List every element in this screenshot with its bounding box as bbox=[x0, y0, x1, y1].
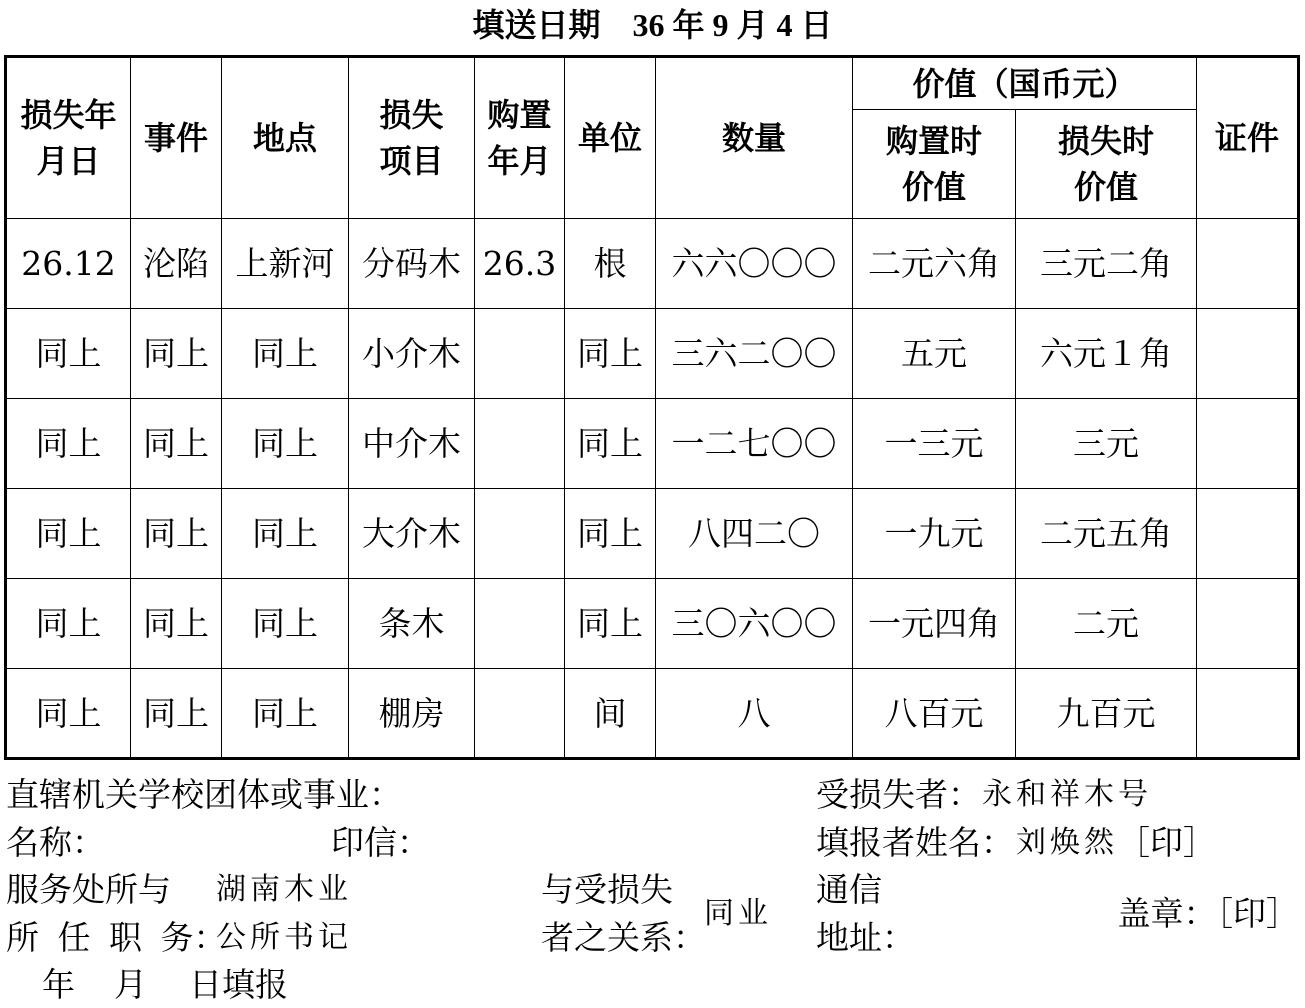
cell-loss-item: 中介木 bbox=[349, 399, 475, 489]
form-date-title: 填送日期 36 年 9 月 4 日 bbox=[472, 7, 833, 43]
cell-quantity: 一二七〇〇 bbox=[656, 399, 853, 489]
fill-date-month: 月 bbox=[114, 965, 147, 1004]
cell-certificate bbox=[1197, 219, 1299, 309]
cell-loss-value: 二元五角 bbox=[1016, 489, 1197, 579]
workplace-label: 服务处所与 bbox=[6, 870, 171, 909]
cell-purchase-date bbox=[475, 489, 565, 579]
cell-unit: 同上 bbox=[565, 309, 656, 399]
table-row bbox=[6, 489, 1299, 579]
cell-loss-value: 九百元 bbox=[1016, 669, 1197, 759]
cell-loss-date: 26.12 bbox=[6, 219, 131, 309]
cell-purchase-value: 一九元 bbox=[853, 489, 1016, 579]
fill-date-year: 年 bbox=[42, 965, 75, 1004]
cell-certificate bbox=[1197, 669, 1299, 759]
table-row bbox=[6, 309, 1299, 399]
position-label: 所 任 职 务： bbox=[6, 918, 227, 957]
cell-quantity: 八四二〇 bbox=[656, 489, 853, 579]
cell-loss-date: 同上 bbox=[6, 309, 131, 399]
cell-purchase-date bbox=[475, 669, 565, 759]
cell-event: 同上 bbox=[131, 399, 222, 489]
cell-loss-item: 大介木 bbox=[349, 489, 475, 579]
cell-loss-value: 六元１角 bbox=[1016, 309, 1197, 399]
cell-event: 同上 bbox=[131, 489, 222, 579]
cell-purchase-date bbox=[475, 399, 565, 489]
position-value: 公所书记 bbox=[216, 920, 352, 955]
header-unit: 单位 bbox=[565, 57, 656, 219]
cell-unit: 同上 bbox=[565, 489, 656, 579]
seal-stamp-value: ［印］ bbox=[1216, 894, 1299, 933]
cell-purchase-date bbox=[475, 309, 565, 399]
cell-purchase-value: 一三元 bbox=[853, 399, 1016, 489]
relation-label-line1: 与受损失 bbox=[541, 870, 673, 909]
name-label: 名称： bbox=[6, 823, 105, 862]
victim-value: 永和祥木号 bbox=[982, 777, 1152, 812]
cell-location: 上新河 bbox=[222, 219, 349, 309]
fill-date-day: 日填报 bbox=[189, 965, 288, 1004]
cell-loss-item: 小介木 bbox=[349, 309, 475, 399]
reporter-value: 刘焕然 bbox=[1016, 825, 1118, 860]
cell-certificate bbox=[1197, 309, 1299, 399]
header-purchase-date: 购置 年月 bbox=[475, 57, 565, 219]
reporter-stamp: ［印］ bbox=[1117, 823, 1216, 862]
cell-event: 同上 bbox=[131, 579, 222, 669]
cell-quantity: 八 bbox=[656, 669, 853, 759]
cell-purchase-date: 26.3 bbox=[475, 219, 565, 309]
cell-loss-item: 分码木 bbox=[349, 219, 475, 309]
cell-event: 同上 bbox=[131, 669, 222, 759]
cell-unit: 同上 bbox=[565, 579, 656, 669]
cell-loss-date: 同上 bbox=[6, 489, 131, 579]
cell-event: 同上 bbox=[131, 309, 222, 399]
header-quantity: 数量 bbox=[656, 57, 853, 219]
reporter-label: 填报者姓名： bbox=[816, 823, 1014, 862]
seal-stamp bbox=[1118, 896, 1300, 932]
cell-certificate bbox=[1197, 399, 1299, 489]
header-loss-value: 损失时 价值 bbox=[1016, 110, 1197, 219]
address-label-line1: 通信 bbox=[816, 870, 882, 909]
cell-quantity: 三〇六〇〇 bbox=[656, 579, 853, 669]
cell-location: 同上 bbox=[222, 489, 349, 579]
cell-purchase-value: 八百元 bbox=[853, 669, 1016, 759]
header-row bbox=[6, 57, 1299, 110]
cell-loss-date: 同上 bbox=[6, 669, 131, 759]
cell-certificate bbox=[1197, 489, 1299, 579]
cell-loss-item: 条木 bbox=[349, 579, 475, 669]
header-loss-item: 损失 项目 bbox=[349, 57, 475, 219]
table-body bbox=[6, 219, 1299, 759]
cell-purchase-date bbox=[475, 579, 565, 669]
cell-loss-value: 三元 bbox=[1016, 399, 1197, 489]
cell-unit: 间 bbox=[565, 669, 656, 759]
seal-label: 印信： bbox=[331, 823, 430, 862]
organization-label: 直辖机关学校团体或事业： bbox=[6, 775, 402, 814]
cell-purchase-value: 二元六角 bbox=[853, 219, 1016, 309]
seal-stamp-label: 盖章： bbox=[1117, 894, 1217, 933]
header-certificate: 证件 bbox=[1197, 57, 1299, 219]
header-loss-date: 损失年 月日 bbox=[6, 57, 131, 219]
cell-loss-item: 棚房 bbox=[349, 669, 475, 759]
victim-label: 受损失者： bbox=[816, 775, 981, 814]
cell-location: 同上 bbox=[222, 309, 349, 399]
cell-location: 同上 bbox=[222, 579, 349, 669]
cell-loss-date: 同上 bbox=[6, 579, 131, 669]
header-event: 事件 bbox=[131, 57, 222, 219]
header-purchase-value: 购置时 价值 bbox=[853, 110, 1016, 219]
table-row bbox=[6, 399, 1299, 489]
address-label-line2: 地址： bbox=[816, 918, 915, 957]
cell-certificate bbox=[1197, 579, 1299, 669]
header-location: 地点 bbox=[222, 57, 349, 219]
cell-loss-value: 三元二角 bbox=[1016, 219, 1197, 309]
cell-quantity: 三六二〇〇 bbox=[656, 309, 853, 399]
cell-purchase-value: 五元 bbox=[853, 309, 1016, 399]
cell-event: 沦陷 bbox=[131, 219, 222, 309]
cell-purchase-value: 一元四角 bbox=[853, 579, 1016, 669]
cell-unit: 同上 bbox=[565, 399, 656, 489]
cell-location: 同上 bbox=[222, 399, 349, 489]
relation-label-line2: 者之关系： bbox=[541, 918, 706, 957]
cell-quantity: 六六〇〇〇 bbox=[656, 219, 853, 309]
cell-loss-date: 同上 bbox=[6, 399, 131, 489]
table-row bbox=[6, 669, 1299, 759]
cell-location: 同上 bbox=[222, 669, 349, 759]
header-value-group: 价值（国币元） bbox=[853, 57, 1197, 110]
loss-table bbox=[4, 55, 1300, 760]
workplace-value: 湖南木业 bbox=[216, 872, 352, 907]
cell-loss-value: 二元 bbox=[1016, 579, 1197, 669]
relation-value: 同业 bbox=[704, 896, 772, 931]
table-row bbox=[6, 219, 1299, 309]
cell-unit: 根 bbox=[565, 219, 656, 309]
table-row bbox=[6, 579, 1299, 669]
